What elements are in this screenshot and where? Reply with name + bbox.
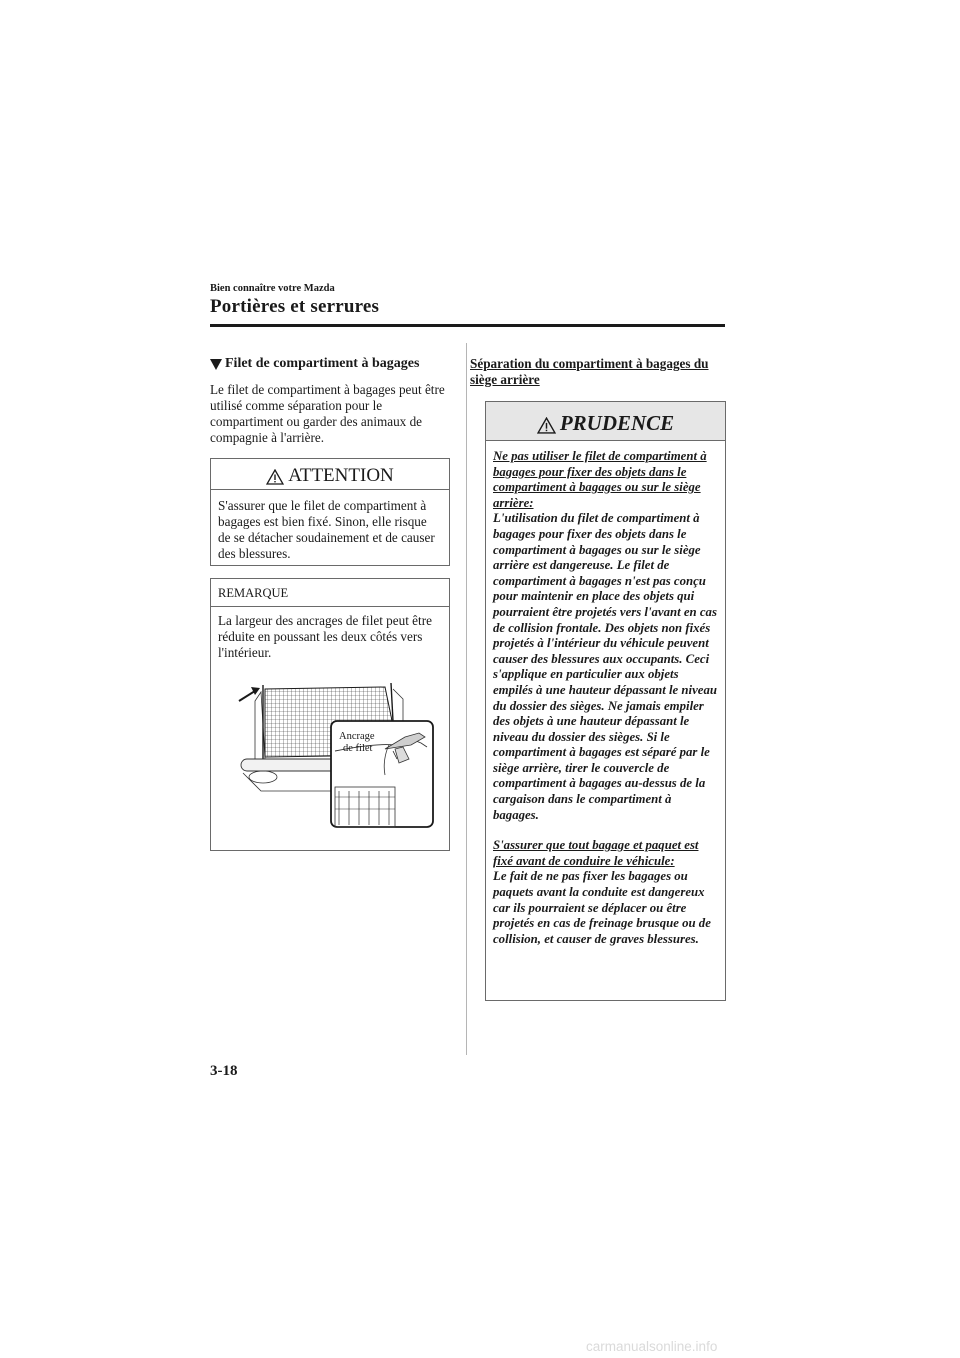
cargo-net-illustration — [235, 679, 435, 829]
page-title: Portières et serrures — [210, 296, 380, 317]
attention-header — [211, 459, 449, 489]
caution-content — [486, 441, 725, 947]
intro-paragraph: Le filet de compartiment à bagages peut être utilisé comme séparation pour le compartiment ou garder des animaux de compagnie à l'arrière. — [210, 382, 445, 445]
remark-box — [210, 578, 450, 851]
caution-text-2: Le fait de ne pas fixer les bagages ou paquets avant la conduite est dangereux car ils pourraient se déplacer ou être projetés en cas de freinage brusque ou de collision, et causer de graves blessures. — [493, 869, 711, 946]
remark-text: La largeur des ancrages de filet peut être réduite en poussant les deux côtés vers l'intérieur. — [218, 613, 432, 660]
attention-title: ATTENTION — [288, 465, 394, 486]
caution-title: PRUDENCE — [559, 411, 675, 435]
warning-triangle-icon — [537, 417, 556, 434]
section-title-right: Séparation du compartiment à bagages du siège arrière — [470, 356, 709, 387]
page-number: 3-18 — [210, 1063, 238, 1079]
attention-box — [210, 458, 450, 566]
watermark: carmanualsonline.info — [586, 1339, 718, 1354]
triangle-down-icon — [210, 359, 222, 370]
figure-label-net: de filet — [343, 743, 373, 754]
header-rule — [210, 324, 725, 327]
caution-box — [485, 401, 726, 1001]
column-divider — [466, 343, 467, 1055]
caution-header — [486, 402, 725, 440]
section-title-left: Filet de compartiment à bagages — [225, 356, 420, 371]
caution-heading-2: S'assurer que tout bagage et paquet est fixé avant de conduire le véhicule: — [493, 838, 699, 868]
warning-triangle-icon — [266, 469, 284, 485]
remark-title: REMARQUE — [218, 586, 289, 600]
caution-text-1: L'utilisation du filet de compartiment à bagages pour fixer des objets dans le compartiment à bagages ou sur le siège arrière est dangereuse. Le filet de compartiment à bagages n'est pas conçu pour maintenir en place des objets qui pourraient être projetés vers l'avant en cas de collision frontale. Des objets non fixés projetés à l'intérieur du véhicule peuvent causer des blessures aux occupants. Ceci s'applique en particulier aux objets empilés à une hauteur dépassant le niveau du dossier des sièges. Ne jamais empiler des objets à une hauteur dépassant le niveau du dossier des sièges. Si le compartiment à bagages est séparé par le siège arrière, tirer le couvercle de compartiment à bagages au-dessus de la cargaison dans le compartiment à bagages. — [493, 511, 717, 822]
chapter-kicker: Bien connaître votre Mazda — [210, 283, 335, 294]
caution-heading-1: Ne pas utiliser le filet de compartiment à bagages pour fixer des objets dans le compartiment à bagages ou sur le siège arrière: — [493, 449, 707, 510]
section-heading-left — [210, 356, 419, 372]
attention-text: S'assurer que le filet de compartiment à bagages est bien fixé. Sinon, elle risque de se détacher soudainement et de causer des blessures. — [218, 498, 435, 561]
figure-label-anchor: Ancrage — [339, 731, 375, 742]
